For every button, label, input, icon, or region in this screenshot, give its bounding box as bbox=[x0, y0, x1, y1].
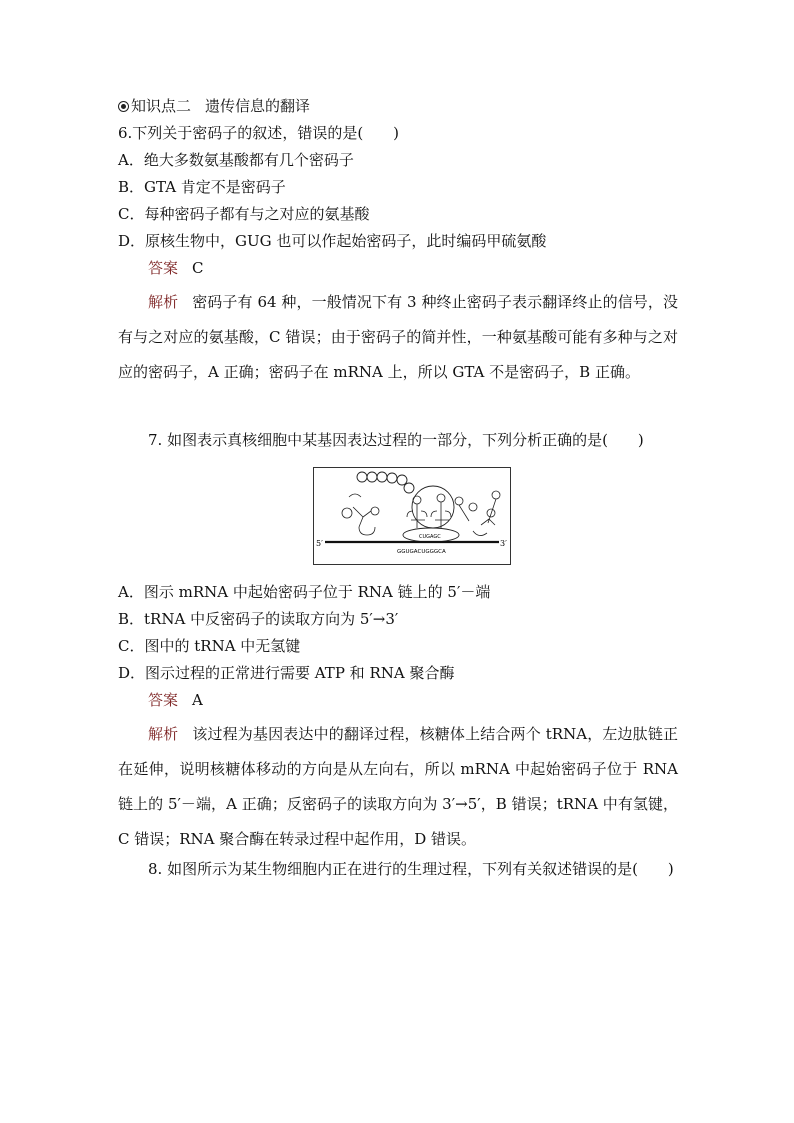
analysis-text: 密码子有 64 种，一般情况下有 3 种终止密码子表示翻译终止的信号，没有与之对应的氨基酸，C 错误；由于密码子的简并性，一种氨基酸可能有多种与之对应的密码子，A 正确；密码子在 mRNA 上，所以 GTA 不是密码子，B 正确。 bbox=[118, 293, 678, 381]
q6-answer bbox=[148, 258, 204, 278]
q6-analysis bbox=[118, 285, 678, 390]
q8-stem-text: 8. 如图所示为某生物细胞内正在进行的生理过程，下列有关叙述错误的是( ) bbox=[148, 860, 674, 878]
section-bullet-icon bbox=[118, 101, 129, 112]
q7-option-d: D．图示过程的正常进行需要 ATP 和 RNA 聚合酶 bbox=[118, 664, 455, 682]
answer-label: 答案 bbox=[148, 691, 179, 709]
q6-option-c: C．每种密码子都有与之对应的氨基酸 bbox=[118, 205, 370, 223]
section-title: 遗传信息的翻译 bbox=[205, 97, 311, 115]
analysis-label: 解析 bbox=[148, 725, 179, 743]
answer-label: 答案 bbox=[148, 259, 179, 277]
analysis-text: 该过程为基因表达中的翻译过程，核糖体上结合两个 tRNA，左边肽链正在延伸，说明核糖体移动的方向是从左向右，所以 mRNA 中起始密码子位于 RNA 链上的 5′－端，A 正确；反密码子的读取方向为 3′→5′，B 错误；tRNA 中有氢键，C 错误；RNA 聚合酶在转录过程中起作用，D 错误。 bbox=[118, 725, 678, 848]
q7-option-b: B．tRNA 中反密码子的读取方向为 5′→3′ bbox=[118, 610, 399, 628]
end-5-label: 5′ bbox=[316, 539, 323, 548]
q8-stem bbox=[118, 852, 678, 887]
section-label: 知识点二 bbox=[131, 97, 192, 115]
q7-stem: 7. 如图表示真核细胞中某基因表达过程的一部分，下列分析正确的是( ) bbox=[148, 431, 644, 449]
anticodon-seq: CUGAGC bbox=[419, 534, 441, 540]
q6-option-d: D．原核生物中，GUG 也可以作起始密码子，此时编码甲硫氨酸 bbox=[118, 232, 547, 250]
q6-option-b: B．GTA 肯定不是密码子 bbox=[118, 178, 286, 196]
q7-analysis bbox=[118, 717, 678, 857]
end-3-label: 3′ bbox=[500, 539, 507, 548]
q6-stem: 6.下列关于密码子的叙述，错误的是( ) bbox=[118, 124, 400, 142]
q6-option-a: A．绝大多数氨基酸都有几个密码子 bbox=[118, 151, 354, 169]
q7-answer bbox=[148, 690, 203, 710]
section-header bbox=[118, 96, 310, 116]
analysis-label: 解析 bbox=[148, 293, 179, 311]
translation-diagram bbox=[313, 467, 511, 565]
q7-option-c: C．图中的 tRNA 中无氢键 bbox=[118, 637, 301, 655]
answer-value: C bbox=[192, 259, 204, 277]
q7-option-a: A．图示 mRNA 中起始密码子位于 RNA 链上的 5′－端 bbox=[118, 583, 491, 601]
mrna-seq: GGUGACUGGGCA bbox=[397, 549, 446, 555]
answer-value: A bbox=[192, 691, 203, 709]
